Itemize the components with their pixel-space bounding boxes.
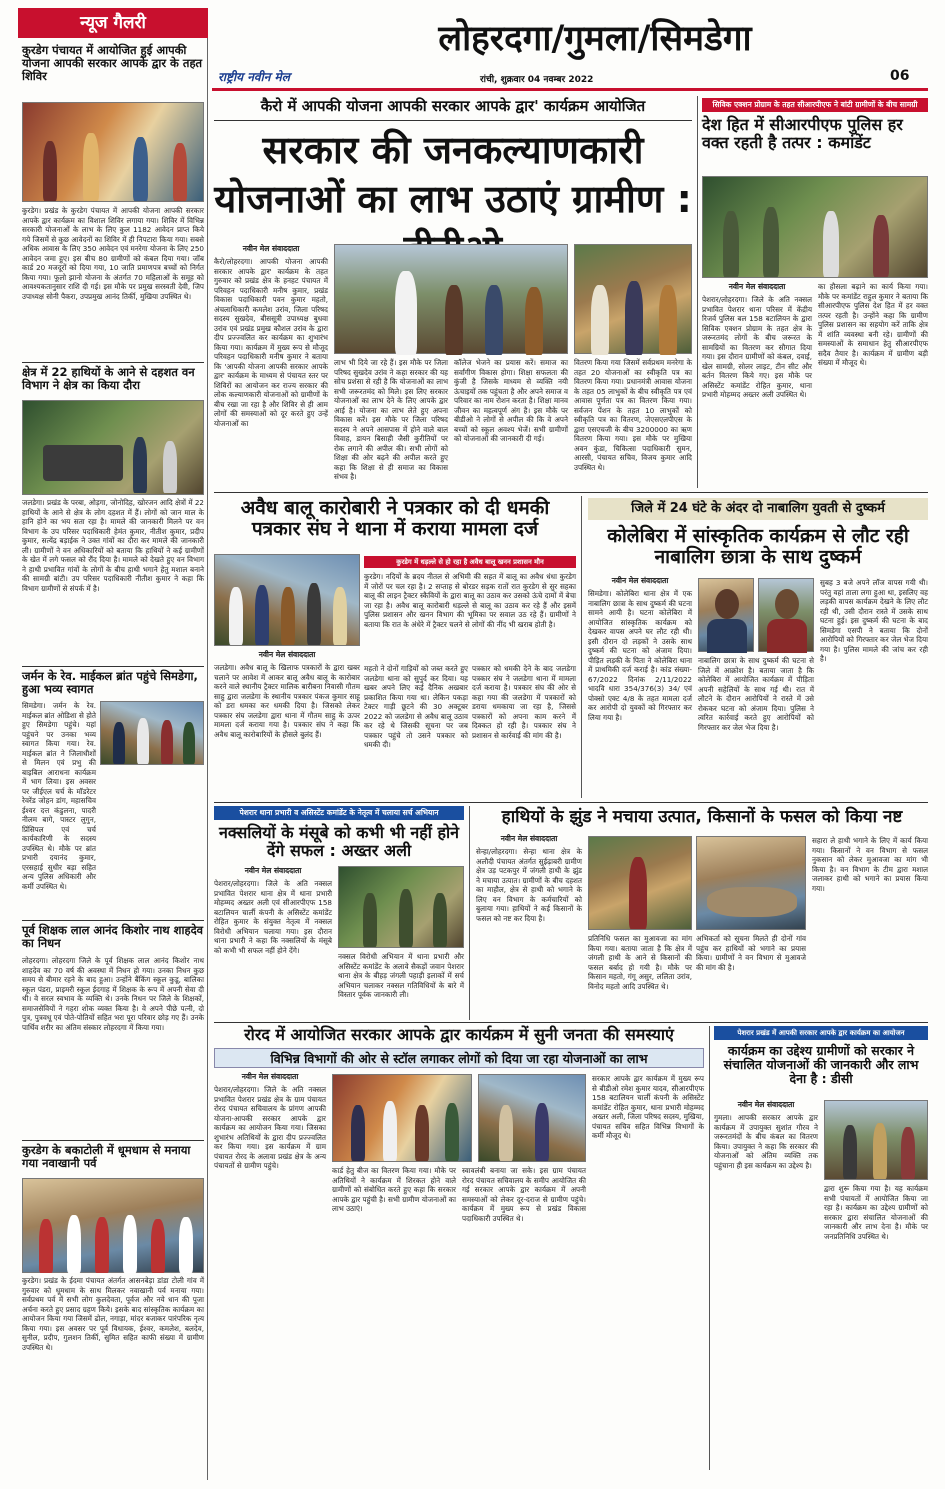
- photo-forest-officials: [22, 400, 204, 495]
- rorad-col-1: [214, 1072, 326, 1475]
- story-german-rev-text: सिमडेगा। जर्मन के रेव. माईकल ब्रांत ओडिशा से होते हुए सिमडेगा पहुंचे। यहां पहुंचने पर उनका भव्य स्वागत किया गया। रेव. माईकल ब्रांत ने जिलाधीशों से मिलन एवं प्रभु की बाइबिल आराधना कार्यक्रम में भाग लिया। इस अवसर पर जीईएल चर्च के मॉडरेटर रेवरेंड जोहन डांग, महासचिव ईश्वर दत्त कंडुलना, पादरी नीलम बागे, पास्टर लुगुन, प्रिंसिपल एवं चर्च कार्यकारिणी के सदस्य उपस्थित थे। मौके पर ब्रांत प्रभारी दयानंद कुमार, एरसहाई सुधीर बड़ा सहित अन्य पुलिस अधिकारी और कर्मी उपस्थित थे।: [22, 701, 96, 891]
- photo-journalists-police-station: [214, 554, 360, 646]
- lead-text-col-1: कैरो/लोहरदगा। आपकी योजना आपकी सरकार आपके द्वार' कार्यक्रम के तहत गुरुवार को प्रखंड क्षेत्र के हनहट पंचायत में परिवहन पदाधिकारी मनीष कुमार, प्रखंड विकास पदाधिकारी पवन कुमार महतो, अंचलाधिकारी कमलेश उरांव, जिला परिषद सदस्य सुखदेव, बीससूत्री उपाध्यक्ष बुधवा उरांव एवं प्रखंड प्रमुख कौशल उरांव के द्वारा दीप प्रज्ज्वलित कर कार्यक्रम का शुभारंभ किया गया। कार्यक्रम में मुख्य रूप से मौजूद परिवहन पदाधिकारी मनीष कुमार ने बताया कि 'आपकी योजना आपकी सरकार आपके द्वार' कार्यक्रम के माध्यम से पंचायत स्तर पर शिविरों का आयोजन कर राज्य सरकार की लोक कल्याणकारी योजनाओं को ग्रामीणों के बीच रखा जा रहा है और शिविर से ही आम लोगों की समस्याओं को दूर करते हुए उन्हें योजनाओं का: [214, 257, 328, 428]
- masthead-rule: [212, 88, 928, 91]
- rorad-headline: रोरद में आयोजित सरकार आपके द्वार कार्यक्रम में सुनी जनता की समस्याएं: [244, 1025, 674, 1044]
- rorad-text-col-3: स्वावलंबी बनाया जा सके। इस ग्राम पंचायत रोरद पंचायत सचिवालय के समीप आयोजित की गई सरकार आपके द्वार कार्यक्रम में अपनी समस्याओं को लेकर दूर-दराज से ग्रामीण पहुंचे। कार्यक्रम में मुख्य रूप से प्रखंड विकास पदाधिकारी उपस्थित थे।: [462, 1166, 586, 1223]
- photo-rorad-camp-1: [332, 1074, 472, 1162]
- story-elephant-forest-headline: क्षेत्र में 22 हाथियों के आने से दहशत वन विभाग ने क्षेत्र का किया दौरा: [22, 365, 195, 392]
- photo-accused-2: [758, 578, 814, 652]
- balu-col-1: [214, 650, 360, 797]
- balu-text-col-2: महतो ने दोनों गाड़ियों को जब्त करते हुए जलडेगा थाना को सुपुर्द कर दिया। यह खबर अपने लिए कई दैनिक अखबार प्रकाशित किया गया था। लेकिन पकड़ा टेक्टर गाड़ी छूटने की 30 अक्टूबर 2022 को जलडेगा से अवैध बालू उठाव कर रहे थे जिसकी सूचना पर जब पत्रकार पहुंचे तो उसने पत्रकार को धमकी दी।: [364, 664, 468, 749]
- elephant-text-col-3: अभिकर्ता को सूचना मिलते ही दोनों गांव पहुंच कर हाथियों को भगाने का प्रयास किया। ग्रामीणों ने वन विभाग से मुआवजे की मांग की है।: [696, 934, 806, 972]
- story-german-rev-text-lead: [22, 701, 96, 891]
- naxal-headline: नक्सलियों के मंसूबे को कभी भी नहीं होने देंगे सफल : अख्तर अली: [218, 823, 460, 860]
- lead-byline: नवीन मेल संवाददाता: [242, 244, 300, 253]
- crpf-text-col-1: पेशरार/लोहरदगा। जिले के अति नक्सल प्रभावित पेशरार थाना परिसर में केंद्रीय रिजर्व पुलिस बल 158 बटालियन के द्वारा सिविक एक्शन प्रोग्राम के तहत क्षेत्र के जरूरतमंद लोगों के बीच जरूरत के सामग्रियों का वितरण कर सौगात दिया गया। इस दौरान ग्रामीणों को कंबल, दवाई, खेल सामग्री, सोलर लाइट, टीन सीट और बर्तन वितरण किये गए। इस मौके पर असिस्टेंट कमांडेंट रोहित कुमार, थाना प्रभारी मोहम्मद अख्तर अली उपस्थित थे।: [702, 295, 812, 399]
- elephant-headline: हाथियों के झुंड ने मचाया उत्पात, किसानों के फसल को किया नष्ट: [501, 807, 903, 827]
- naxal-text-col-2: नक्सल विरोधी अभियान में थाना प्रभारी और असिस्टेंट कमांडेंट के अलावे सैकड़ों जवान पेशरार थाना क्षेत्र के बीहड़ जंगली पहाड़ी इलाकों में सर्च अभियान चलाकर नक्सल गतिविधियों के बारे में विस्तार पूर्वक जानकारी ली।: [338, 952, 464, 999]
- photo-damaged-crop-1: [588, 836, 692, 930]
- newspaper-logo: राष्ट्रीय नवीन मेल: [218, 70, 290, 84]
- dc-strip: पेशरार प्रखंड में आपकी सरकार आपके द्वार कार्यक्रम का आयोजन: [714, 1026, 928, 1040]
- photo-german-rev-welcome: [100, 701, 204, 765]
- balu-byline: नवीन मेल संवाददाता: [258, 650, 316, 659]
- news-gallery-title: न्यूज गैलरी: [18, 8, 208, 38]
- kolebira-text-col-1: सिमडेगा। कोलेबिरा थाना क्षेत्र में एक नाबालिग छात्रा के साथ दुष्कर्म की घटना सामने आयी है। घटना कोलेबिरा में आयोजित सांस्कृतिक कार्यक्रम को देखकर वापस अपने घर लौट रही थी। इसी दौरान दो लड़कों ने उसके साथ दुष्कर्म की घटना को अंजाम दिया। पीड़ित लड़की के पिता ने कोलेबिरा थाना में प्राथमिकी दर्ज कराई है। कांड संख्या- 67/2022 दिनांक 2/11/2022 भादवि धारा 354/376(3) 34/ एवं पोक्सो एक्ट 4/8 के तहत मामला दर्ज कर आरोपी दो युवकों को गिरफ्तार कर लिया गया है।: [588, 589, 692, 722]
- kolebira-col-1: [588, 576, 692, 795]
- story-german-rev-continued: [22, 768, 204, 876]
- photo-lead-officials: [574, 244, 692, 354]
- kolebira-text-col-2: नाबालिग छात्रा के साथ दुष्कर्म की घटना से जिले में आक्रोश है। बताया जाता है कि कोलेबिरा में आयोजित कार्यक्रम में पीड़िता अपनी सहेलियों के साथ गई थी। रात में लौटने के दौरान आरोपियों ने रास्ते में उसे रोककर घटना को अंजाम दिया। पुलिस ने त्वरित कार्रवाई करते हुए आरोपियों को गिरफ्तार कर जेल भेज दिया है।: [698, 656, 814, 732]
- naxal-strip: पेशरार थाना प्रभारी व असिस्टेंट कमांडेंट के नेतृत्व में चलाया सर्च अभियान: [214, 806, 464, 820]
- elephant-text-col-2: प्रतिनिधि फसल का मुआवजा का मांग किया गया। बताया जाता है कि क्षेत्र में जंगली हाथी के आने से किसानों की फसल बर्बाद हो गयी है। मौके पर किसान महतो, गंगू असुर, ललिता उरांव, विनोद महतो आदि उपस्थित थे।: [588, 934, 692, 991]
- photo-damaged-crop-2: [696, 836, 806, 930]
- crpf-headline: देश हित में सीआरपीएफ पुलिस हर वक्त रहती है तत्पर : कमांडेंट: [702, 115, 903, 152]
- balu-text-sub: कुरडेग। नदियों के ब्रदय नीतल से अभिमी की सहत में बालू का अवैध धंधा कुरडेग में जोरों पर चल रहा है। 2 सप्ताह से बोरडर सड़क रातों रात कुरडेग से सुर सहका बालू की लाइन ट्रैक्टर स्कैवियों के द्वारा बालू का उठाव कर उसको ऊंचे दामों में बेचा जा रहा है। अवैध बालू कारोबारी धड़ल्ले से बालू का उठाव कर रहे हैं और इसमें पुलिस प्रशासन और खनन विभाग की भूमिका पर सवाल उठ रहे हैं। ग्रामीणों ने बताया कि रात के अंधेरे में ट्रैक्टर चलने से लोगों की नींद भी खराब होती है।: [364, 572, 576, 629]
- photo-kurdeg-camp: [22, 102, 204, 202]
- crpf-col-1: [702, 282, 812, 485]
- dc-headline: कार्यक्रम का उद्देश्य ग्रामीणों को सरकार ने संचालित योजनाओं की जानकारी और लाभ देना है : डीसी: [723, 1043, 919, 1086]
- elephant-col-1: [476, 834, 582, 1017]
- lead-text-col-3: कॉलेज भेजने का प्रयास करें। समाज का सर्वांगीण विकास होगा। शिक्षा सफलता की कुंजी है जिसके माध्यम से व्यक्ति नयी ऊंचाइयों तक पहुंचता है और अपने समाज व परिवार का नाम रोशन करता है। शिक्षा मानव जीवन का महत्वपूर्ण अंग है। इस मौके पर बीडीओ ने लोगों से अपील की कि वे अपने बच्चों को स्कूल अवश्य भेजें। सभी ग्रामीणों को योजनाओं की जानकारी दी गई।: [454, 358, 568, 443]
- dc-byline: नवीन मेल संवाददाता: [737, 1100, 795, 1109]
- story-nawakhani-text: कुरडेग। प्रखंड के ईदमा पंचायत अंतर्गत आसनबेड़ा डांडा टोली गांव में गुरुवार को धूमधाम के साथ मिलकर नवाखानी पर्व मनाया गया। सर्वप्रथम पर्व में सभी लोग कुलदेवता, पूर्वज और नये धान की पूजा अर्चना करते हुए प्रसाद ग्रहण किये। इसके बाद सांस्कृतिक कार्यक्रम का आयोजन किया गया जिसमें ढोल, नगाड़ा, मांदर बजाकर पारंपरिक नृत्य किया गया। इस अवसर पर पूर्व विधायक, ईश्वर, कमलेश, बलदेव, सुनील, प्रदीप, गुलशन तिर्की, सुमित सहित काफी संख्या में ग्रामीण उपस्थित थे।: [22, 1276, 204, 1352]
- photo-rorad-camp-2: [478, 1074, 586, 1162]
- story-nawakhani-headline: कुरडेग के बकाटोली में धूमधाम से मनाया गया नवाखानी पर्व: [22, 1143, 191, 1170]
- rorad-text-col-4: सरकार आपके द्वार कार्यक्रम में मुख्य रूप से बीडीओ रमेश कुमार यादव, सीआरपीएफ 158 बटालियन चार्ली कंपनी के असिस्टेंट कमांडेंट रोहित कुमार, थाना प्रभारी मोहम्मद अख्तर अली, जिला परिषद सदस्य, मुखिया, पंचायत सचिव सहित विभिन्न विभागों के कर्मी मौजूद थे।: [592, 1074, 704, 1140]
- story-teacher-death-text: लोहरदगा। लोहरदगा जिले के पूर्व शिक्षक लाल आनंद किशोर नाथ शाहदेव का 70 वर्ष की अवस्था में निधन हो गया। उनका निधन कुछ समय से बीमार रहने के बाद हुआ। उन्होंने बैंकिंग स्कूल कुडू, बालिका स्कूल पंडरा, प्राइमरी स्कूल ईदगाह में शिक्षक के रूप में अपनी सेवा दी थी। वे सरल स्वभाव के व्यक्ति थे। उनके निधन पर जिले के शिक्षकों, समाजसेवियों ने गहरा शोक व्यक्त किया है। वे अपने पीछे पत्नी, दो पुत्र, पुत्रवधू एवं पोते-पोतियों सहित भरा पूरा परिवार छोड़ गए हैं। उनके पार्थिव शरीर का अंतिम संस्कार लोहरदगा में किया गया।: [22, 956, 204, 1032]
- page-number: 06: [890, 68, 910, 84]
- lead-text-col-4: वितरण किया गया जिसमें सर्वप्रथम मनरेगा के तहत 20 योजनाओं का स्वीकृति पत्र का वितरण किया गया। प्रधानमंत्री आवास योजना के तहत 05 लाभुकों के बीच स्वीकृति पत्र एवं आवास पूर्णता पत्र का वितरण किया गया। सर्वजन पेंशन के तहत 10 लाभुकों को स्वीकृति पत्र का वितरण, जेएसएलपीएस के द्वारा एसएचजी के बीच 3200000 का ऋण वितरण किया गया। इस मौके पर मुखिया अवन कुंडा, चिकित्सा पदाधिकारी सुमन, आरसी, पंचायत सचिव, विजय कुमार आदि उपस्थित थे।: [574, 358, 692, 472]
- dateline: रांची, शुक्रवार 04 नवम्बर 2022: [480, 75, 594, 85]
- rorad-text-col-2: कार्ड हेतु बीज का वितरण किया गया। मौके पर अतिथियों ने कार्यक्रम में शिरकत होने वाले ग्रामीणों को संबोधित करते हुए कहा कि सरकार आपके द्वार पहुंची है। सभी ग्रामीण योजनाओं का लाभ उठाएं।: [332, 1166, 456, 1213]
- story-kurdeg-camp-headline: कुरडेग पंचायत में आयोजित हुई आपकी योजना आपकी सरकार आपके द्वार के तहत शिविर: [22, 43, 203, 83]
- lead-col-1: [214, 244, 328, 497]
- elephant-text-col-4: सहारा ले हाथी भगाने के लिए में कार्य किया गया। किसानों ने वन विभाग से फसल नुकसान को लेकर मुआवजा का मांग भी किया है। वन विभाग के टीम द्वारा मशाल जलाकर हाथी को भगाने का प्रयास किया गया।: [812, 836, 928, 893]
- story-elephant-forest-text: जलडेगा। प्रखंड के परबा, ओड़गा, जोनोदिह, खोरजन आदि क्षेत्रों में 22 हाथियों के आने से क्षेत्र के लोग दहशत में हैं। लोगों को जान माल के हानि होने का भय सता रहा है। मामले की जानकारी मिलने पर वन विभाग के उप परिसर पदाधिकारी हेमंत कुमार, नीतीश कुमार, प्रदीप कुमार, सत्येंद्र बड़ाईक ने उक्त गांवों का दौरा कर मामले की जानकारी ली। ग्रामीणों ने वन अधिकारियों को बताया कि हाथियों ने कई ग्रामीणों के खेत में लगे फसल को रौंद दिया है। मामले को देखते हुए वन विभाग ने हाथी प्रभावित गांवों के लोगों के बीच हाथी भगाने हेतु मशाल बनाने की सामग्री बांटी। उप परिसर पदाधिकारी नीतीश कुमार ने कहा कि विभाग ग्रामीणों से संपर्क में है।: [22, 498, 204, 593]
- balu-subhead: कुरडेग में धड़ल्ले से हो रहा है अवैध बालू खनन प्रशासन मौन: [364, 556, 576, 568]
- photo-accused-1: [698, 578, 754, 652]
- elephant-byline: नवीन मेल संवाददाता: [500, 834, 558, 843]
- kolebira-text-col-3: सुबह 3 बजे अपने लॉज वापस गयी थी। परंतु वहां ताला लगा हुआ था, इसलिए वह लड़की वापस कार्यक्रम देखने के लिए लौट रही थी, उसी दौरान रास्ते में उसके साथ घटना हुई। इस दुष्कर्म की घटना के बाद सिमडेगा एसपी ने बताया कि दोनों आरोपियों को गिरफ्तार कर जेल भेज दिया गया है। पुलिस मामले की जांच कर रही है।: [820, 578, 928, 663]
- page-title: लोहरदगा/गुमला/सिमडेगा: [438, 19, 752, 59]
- kolebira-headline: कोलेबिरा में सांस्कृतिक कार्यक्रम से लौट रही नाबालिग छात्रा के साथ दुष्कर्म: [607, 525, 909, 569]
- kolebira-kicker: जिले में 24 घंटे के अंदर दो नाबालिग युवती से दुष्कर्म: [588, 498, 928, 520]
- story-german-rev-headline: जर्मन के रेव. माईकल ब्रांत पहुंचे सिमडेगा, हुआ भव्य स्वागत: [22, 669, 198, 696]
- photo-crpf-distribution: [702, 176, 928, 278]
- lead-kicker: कैरो में आपकी योजना आपकी सरकार आपके द्वार' कार्यक्रम आयोजित: [260, 97, 646, 115]
- photo-naxal-search-operation: [338, 866, 464, 948]
- photo-lead-dto-speech: [334, 244, 568, 354]
- story-kurdeg-camp-text: कुरडेग। प्रखंड के कुरडेग पंचायत में आपकी योजना आपकी सरकार आपके द्वार कार्यक्रम का विशाल शिविर लगाया गया। शिविर में विभिन्न सरकारी योजनाओं के लाभ के लिए कुल 1182 आवेदन प्राप्त किये गये जिसमें से कुछ आवेदनों का शिविर में ही निपटारा किया गया। सबसे अधिक आवास के लिए 350 आवेदन एवं मनरेगा योजना के लिए 250 आवेदन जमा हुए। इस बीच 80 ग्रामीणों को कंबल दिया गया। जॉब कार्ड 20 मजदूरों को दिया गया, 10 जाति प्रमाणपत्र बच्चों को निर्गत किया गया। फूलो झानो योजना के अंतर्गत 70 महिलाओं के समूह को आवश्यकतानुसार राशि दी गई। इस मौके पर प्रमुख सरस्वती देवी, जिप उपाध्यक्ष सोनी पैकरा, उपप्रमुख आनंद तिर्की, मुखिया उपस्थित थे।: [22, 206, 204, 301]
- rorad-subhead: विभिन्न विभागों की ओर से स्टॉल लगाकर लोगों को दिया जा रहा योजनाओं का लाभ: [214, 1048, 704, 1068]
- rorad-byline: नवीन मेल संवाददाता: [241, 1072, 299, 1081]
- naxal-text-col-1: पेशरार/लोहरदगा। जिले के अति नक्सल प्रभावित पेशरार थाना क्षेत्र में थाना प्रभारी मोहम्मद अख्तर अली एवं सीआरपीएफ 158 बटालियन चार्ली कंपनी के असिस्टेंट कमांडेंट रोहित कुमार के संयुक्त नेतृत्व में नक्सल विरोधी अभियान चलाया गया। इस दौरान थाना प्रभारी ने कहा कि नक्सलियों के मंसूबे को कभी भी सफल नहीं होने देंगे।: [214, 879, 332, 955]
- crpf-kicker: सिविक एक्शन प्रोग्राम के तहत सीआरपीएफ ने बांटी ग्रामीणों के बीच सामग्री: [702, 98, 928, 112]
- photo-nawakhani-festival: [22, 1178, 204, 1273]
- news-gallery-column: [18, 8, 208, 1480]
- story-teacher-death-headline: पूर्व शिक्षक लाल आनंद किशोर नाथ शाहदेव का निधन: [22, 923, 204, 950]
- elephant-text-col-1: सेन्हा/लोहरदगा। सेन्हा थाना क्षेत्र के अलौदी पंचायत अंतर्गत सुईढ़ाबरी ग्रामीण क्षेत्र उड़ पटकपुर में जंगली हाथी के झुंड ने मचाया उत्पात। ग्रामीणों के बीच दहशत का माहौल, क्षेत्र से हाथी को भगाने के लिए वन विभाग के कर्मचारियों को बुलाया गया। हाथियों ने कई किसानों के फसल को नष्ट कर दिया है।: [476, 847, 582, 923]
- balu-text-col-3: पत्रकार को धमकी देने के बाद जलडेगा पत्रकार संघ ने जलडेगा थाना में मामला दर्ज कराया है। पत्रकार संघ की ओर से कहा गया की जलडेगा में पत्रकारों को डराया धमकाया जा रहा है, जिससे पत्रकारों को अपना काम करने में दिक्कत हो रही है। पत्रकार संघ ने प्रशासन से कार्रवाई की मांग की है।: [472, 664, 576, 740]
- balu-text-col-1: जलडेगा। अवैध बालू के खिलाफ पत्रकारों के द्वारा खबर चलाने पर आवेश में आकर बालू अवैध बालू के कारोबार करने वाले स्थानीय ट्रैक्टर मालिक बारीबना निवासी गौतम साहु द्वारा जलडेगा के स्थानीय पत्रकार पंकज कुमार साहू को डरा धमका कर धमकी दिया है। जिसको लेकर पत्रकार संघ जलडेगा द्वारा थाना में गौतम साहु के ऊपर मामला दर्ज कराया गया है। पत्रकार संघ ने कहा कि अवैध बालू कारोबारियों के हौसले बुलंद हैं।: [214, 663, 360, 739]
- lead-text-col-2: लाभ भी दिये जा रहे हैं। इस मौके पर जिला परिषद सुखदेव उरांव ने कहा सरकार की यह सोच प्रशंसा से रही है कि योजनाओं का लाभ सभी जरूरतमंद को मिले। इस लिए सरकार योजनाओं का लाभ देने के लिए आपके द्वार आई है। योजना का लाभ लेते हुए अपना विकास करें। इस मौके पर जिला परिषद सदस्य ने अपने आसपास में होने वाले बाल विवाह, डायन बिसाही जैसी कुरीतियों पर रोक लगाने की अपील की। सभी लोगों को शिक्षा की ओर बढ़ने की अपील करते हुए कहा कि शिक्षा से ही समाज का विकास संभव है।: [334, 358, 448, 481]
- kolebira-byline: नवीन मेल संवाददाता: [611, 576, 669, 585]
- naxal-col-1: [214, 866, 332, 1027]
- photo-dc-blanket-distribution: [824, 1100, 928, 1180]
- dc-text-col-2: द्वारा शुरू किया गया है। यह कार्यक्रम सभी पंचायतों में आयोजित किया जा रहा है। कार्यक्रम का उद्देश्य ग्रामीणों को सरकार द्वारा संचालित योजनाओं की जानकारी और लाभ देना है। मौके पर जनप्रतिनिधि उपस्थित थे।: [824, 1184, 928, 1241]
- dc-col-1: [714, 1100, 818, 1469]
- dc-text-col-1: गुमला। आपकी सरकार आपके द्वार कार्यक्रम में उपायुक्त सुशांत गौरव ने जरूरतमंदों के बीच कंबल का वितरण किया। उपायुक्त ने कहा कि सरकार की योजनाओं को अंतिम व्यक्ति तक पहुंचाना ही इस कार्यक्रम का उद्देश्य है।: [714, 1113, 818, 1170]
- crpf-text-col-2: का हौसला बढ़ाने का कार्य किया गया। मौके पर कमांडेंट राहुल कुमार ने बताया कि सीआरपीएफ पुलिस देश हित में हर वक्त तत्पर रहती है। उन्होंने कहा कि ग्रामीण पुलिस प्रशासन का सहयोग करें ताकि क्षेत्र में शांति व्यवस्था बनी रहे। ग्रामीणों की समस्याओं के समाधान हेतु सीआरपीएफ सदैव तैयार है। कार्यक्रम में ग्रामीण बड़ी संख्या में मौजूद थे।: [818, 282, 928, 367]
- naxal-byline: नवीन मेल संवाददाता: [244, 866, 302, 875]
- balu-headline: अवैध बालू कारोबारी ने पत्रकार को दी धमकी पत्रकार संघ ने थाना में कराया मामला दर्ज: [240, 497, 550, 541]
- crpf-byline: नवीन मेल संवाददाता: [728, 282, 786, 291]
- lead-headline: सरकार की जनकल्याणकारी योजनाओं का लाभ उठाएं ग्रामीण :: [214, 128, 692, 222]
- rorad-text-col-1: पेशरार/लोहरदगा। जिले के अति नक्सल प्रभावित पेशरार प्रखंड क्षेत्र के ग्राम पंचायत रोरद पंचायत सचिवालय के प्रांगण आपकी योजना-आपकी सरकार आपके द्वार कार्यक्रम का आयोजन किया गया। जिसका शुभारंभ अतिथियों के द्वारा दीप प्रज्ज्वलित कर किया गया। इस कार्यक्रम में ग्राम पंचायत रोरद के अलावा प्रखंड क्षेत्र के अन्य पंचायतों से ग्रामीण पहुंचे।: [214, 1085, 326, 1170]
